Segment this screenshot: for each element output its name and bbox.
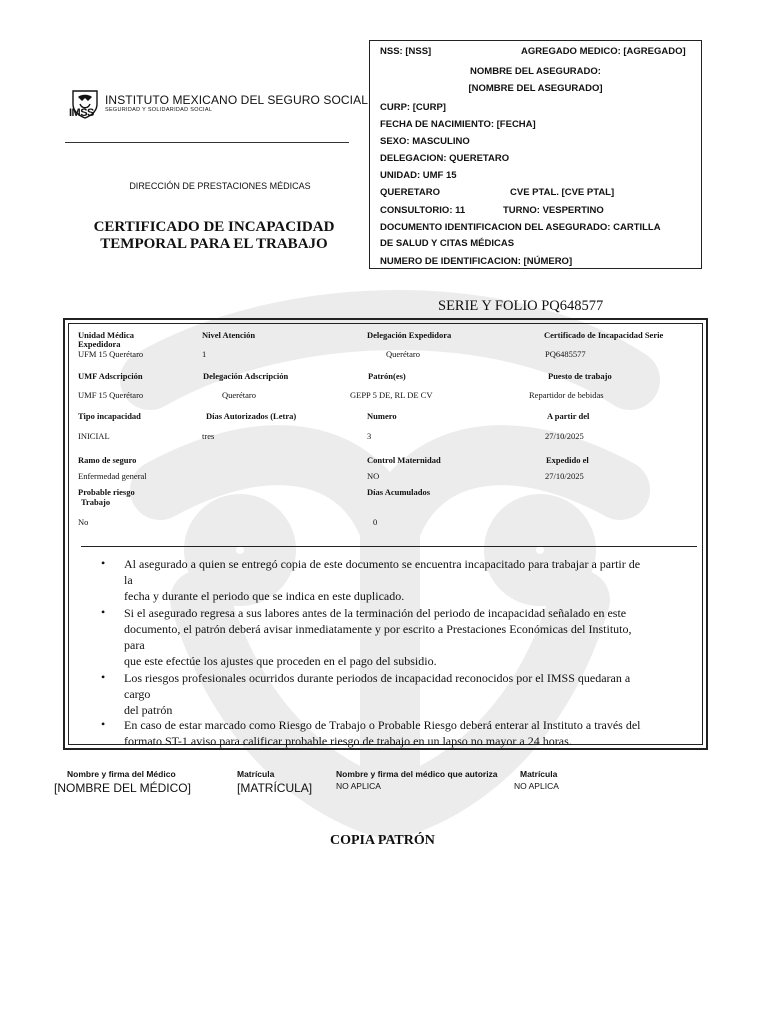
matricula2-value: NO APLICA xyxy=(514,781,559,791)
ramo-seguro-label: Ramo de seguro xyxy=(78,455,137,465)
title-line-2: TEMPORAL PARA EL TRABAJO xyxy=(100,236,328,252)
dias-letra-value: tres xyxy=(202,431,215,441)
numero-label: Numero xyxy=(367,411,397,421)
patron-label: Patrón(es) xyxy=(368,371,406,381)
bullet-line: documento, el patrón deberá avisar inmediatamente y por escrito a Prestaciones Económicas del Instituto, para xyxy=(124,622,632,652)
title-line-1: CERTIFICADO DE INCAPACIDAD xyxy=(93,219,335,235)
delegacion-adscripcion-label: Delegación Adscripción xyxy=(203,371,289,381)
expedido-value: 27/10/2025 xyxy=(545,471,584,481)
cert-serie-value: PQ6485577 xyxy=(545,349,586,359)
bullet-line: del patrón xyxy=(124,703,173,717)
unidad-medica-value: UFM 15 Querétaro xyxy=(78,349,144,359)
copia-patron: COPIA PATRÓN xyxy=(330,833,435,848)
fecha-nacimiento: FECHA DE NACIMIENTO: [FECHA] xyxy=(380,119,536,130)
bullet-symbol: • xyxy=(101,670,106,684)
nombre-label: NOMBRE DEL ASEGURADO: xyxy=(470,66,601,77)
matricula-value: [MATRÍCULA] xyxy=(237,781,313,795)
umf-adscripcion-value: UMF 15 Querétaro xyxy=(78,390,144,400)
puesto-label: Puesto de trabajo xyxy=(548,371,612,381)
bullet-symbol: • xyxy=(101,605,106,619)
unidad-medica-label-1: Unidad Médica xyxy=(78,330,134,340)
nivel-value: 1 xyxy=(202,349,207,359)
delegacion-expedidora-value: Querétaro xyxy=(386,349,420,359)
probable-riesgo-label-2: Trabajo xyxy=(81,497,111,507)
dias-acumulados-value: 0 xyxy=(373,517,378,527)
patron-value: GEPP 5 DE, RL DE CV xyxy=(350,390,433,400)
bullet-line: fecha y durante el periodo que se indica en este duplicado. xyxy=(124,589,405,603)
bullet-item xyxy=(124,556,649,604)
bullet-symbol: • xyxy=(101,717,106,731)
medico-label: Nombre y firma del Médico xyxy=(67,769,176,779)
sexo: SEXO: MASCULINO xyxy=(380,136,470,147)
cert-serie-label: Certificado de Incapacidad Serie xyxy=(544,330,664,340)
certificate-title xyxy=(86,219,342,253)
medico-name: [NOMBRE DEL MÉDICO] xyxy=(54,781,191,795)
institution-tagline: SEGURIDAD Y SOLIDARIDAD SOCIAL xyxy=(105,107,213,113)
patient-info-box xyxy=(369,40,702,269)
institution-name: INSTITUTO MEXICANO DEL SEGURO SOCIAL xyxy=(105,93,368,107)
expedido-label: Expedido el xyxy=(546,455,589,465)
bullet-line: formato ST-1 aviso para calificar probable riesgo de trabajo en un lapso no mayor a 24 horas. xyxy=(124,734,572,748)
curp: CURP: [CURP] xyxy=(380,102,446,113)
bullet-line: que este efectúe los ajustes que proceden en el pago del subsidio. xyxy=(124,654,437,668)
numero-value: 3 xyxy=(367,431,372,441)
a-partir-value: 27/10/2025 xyxy=(545,431,584,441)
dias-letra-label: Días Autorizados (Letra) xyxy=(206,411,297,421)
consultorio: CONSULTORIO: 11 xyxy=(380,205,466,216)
ciudad: QUERETARO xyxy=(380,187,440,198)
table-separator xyxy=(81,546,697,547)
probable-riesgo-label-1: Probable riesgo xyxy=(78,487,135,497)
certificate-table xyxy=(63,318,708,750)
medico-autoriza-label: Nombre y firma del médico que autoriza xyxy=(336,769,498,779)
bullet-line: Si el asegurado regresa a sus labores antes de la terminación del periodo de incapacidad señalado en este xyxy=(124,606,627,620)
unidad-medica-label-2: Expedidora xyxy=(78,339,121,349)
cve-ptal: CVE PTAL. [CVE PTAL] xyxy=(510,187,615,198)
bullet-item xyxy=(124,605,649,669)
delegacion-expedidora-label: Delegación Expedidora xyxy=(367,330,452,340)
logo-acronym: IMSS xyxy=(69,107,94,119)
bullet-line: Al asegurado a quien se entregó copia de este documento se encuentra incapacitado para trabajar a partir de la xyxy=(124,557,641,587)
control-maternidad-label: Control Maternidad xyxy=(367,455,441,465)
medico-autoriza-value: NO APLICA xyxy=(336,781,381,791)
matricula2-label: Matrícula xyxy=(520,769,558,779)
header-divider xyxy=(65,142,349,143)
unidad: UNIDAD: UMF 15 xyxy=(380,170,457,181)
delegacion: DELEGACION: QUERETARO xyxy=(380,153,510,164)
nss: NSS: [NSS] xyxy=(380,46,432,57)
bullet-line: En caso de estar marcado como Riesgo de Trabajo o Probable Riesgo deberá enterar al Instituto a través del xyxy=(124,718,641,732)
nivel-label: Nivel Atención xyxy=(202,330,256,340)
delegacion-adscripcion-value: Querétaro xyxy=(222,390,256,400)
turno: TURNO: VESPERTINO xyxy=(503,205,604,216)
puesto-value: Repartidor de bebidas xyxy=(529,390,604,400)
tipo-incapacidad-label: Tipo incapacidad xyxy=(78,411,141,421)
control-maternidad-value: NO xyxy=(367,471,380,481)
ramo-seguro-value: Enfermedad general xyxy=(78,471,147,481)
serie-folio: SERIE Y FOLIO PQ648577 xyxy=(438,298,604,314)
bullet-line: Los riesgos profesionales ocurridos durante periodos de incapacidad reconocidos por el IMSS quedaran a cargo xyxy=(124,671,631,701)
umf-adscripcion-label: UMF Adscripción xyxy=(78,371,143,381)
doc-id-line-1: DOCUMENTO IDENTIFICACION DEL ASEGURADO: CARTILLA xyxy=(380,222,661,233)
dias-acumulados-label: Días Acumulados xyxy=(367,487,431,497)
certificate-table-inner xyxy=(68,323,703,748)
agregado-medico: AGREGADO MEDICO: [AGREGADO] xyxy=(521,46,686,57)
doc-id-line-2: DE SALUD Y CITAS MÉDICAS xyxy=(380,238,515,249)
bullet-item xyxy=(124,670,649,718)
probable-riesgo-value: No xyxy=(78,517,89,527)
a-partir-label: A partir del xyxy=(547,411,590,421)
matricula-label: Matrícula xyxy=(237,769,275,779)
bullet-item xyxy=(124,717,649,749)
patient-name: [NOMBRE DEL ASEGURADO] xyxy=(468,83,603,94)
numero-identificacion: NUMERO DE IDENTIFICACION: [NÚMERO] xyxy=(380,256,573,267)
bullet-symbol: • xyxy=(101,556,106,570)
direction-title: DIRECCIÓN DE PRESTACIONES MÉDICAS xyxy=(129,181,311,191)
tipo-incapacidad-value: INICIAL xyxy=(78,431,110,441)
